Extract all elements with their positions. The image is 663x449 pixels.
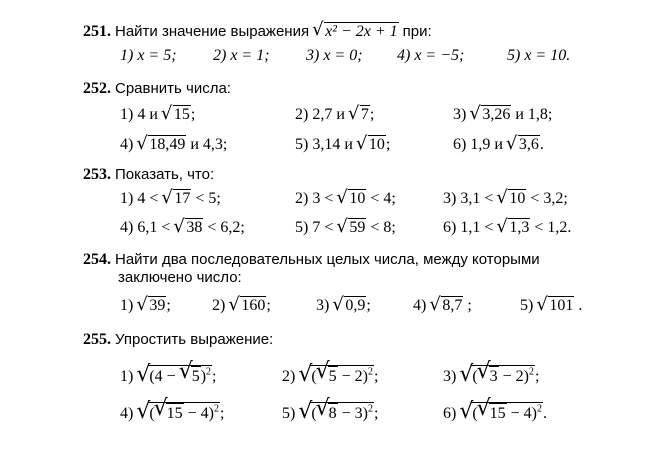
problem-text-end: при: [402,23,432,40]
problem-number: 251. [83,23,111,40]
answer-option: 1) 4 < √ 17 < 5; [120,188,221,210]
answer-option: 5) 3,14 и √ 10; [295,134,390,156]
answer-option: 1) x = 5; [120,47,177,64]
problem-number: 252. [83,80,111,97]
problem-text: Показать, что: [115,166,215,183]
answer-option: 1) 4 и √ 15; [120,104,195,126]
problem-254-continuation: заключено число: [118,269,242,286]
answer-option: 1) √ (4 − √ 5)$^2$; [120,365,216,388]
answer-option: 4) 6,1 < √ 38 < 6,2; [120,217,245,239]
answer-option: 4) √ (√ 15 − 4)$^2$; [120,402,224,425]
answer-option: 2) 3 < √ 10 < 4; [295,188,396,210]
answer-option: 3) √ (√ 3 − 2)$^2$; [443,365,539,388]
radicand: x² − 2x + 1 [325,23,398,40]
answer-option: 5) √ 101 . [520,295,582,317]
answer-option: 4) √ 8,7 ; [413,295,472,317]
answer-option: 3) x = 0; [306,47,363,64]
problem-251-heading [83,22,432,42]
answer-option: 3) √ 0,9; [316,295,371,317]
answer-option: 3) 3,1 < √ 10 < 3,2; [443,188,568,210]
answer-option: 6) 1,9 и √ 3,6. [453,134,544,156]
problem-text: Найти два последовательных целых числа, между которыми [115,251,540,268]
answer-option: 4) x = −5; [397,47,465,64]
answer-option: 5) √ (√ 8 − 3)$^2$; [282,402,378,425]
answer-option: 2) 2,7 и √ 7; [295,104,374,126]
sqrt-expression [314,23,399,40]
answer-option: 1) √ 39; [120,295,171,317]
answer-option: 6) √ (√ 15 − 4)$^2$. [443,402,547,425]
problem-text: Сравнить числа: [115,80,231,97]
answer-option: 5) 7 < √ 59 < 8; [295,217,396,239]
answer-option: 3) √ 3,26 и 1,8; [453,104,552,126]
problem-number: 255. [83,331,111,348]
problem-253-heading [83,165,214,185]
problem-254-heading [83,250,540,270]
problem-252-heading [83,79,231,99]
problem-number: 254. [83,251,111,268]
answer-option: 2) x = 1; [213,47,270,64]
problem-text: Найти значение выражения [115,23,310,40]
answer-option: 2) √ 160; [212,295,271,317]
problem-255-heading [83,330,273,350]
answer-option: 6) 1,1 < √ 1,3 < 1,2. [443,217,571,239]
answer-option: 5) x = 10. [507,47,571,64]
answer-option: 2) √ (√ 5 − 2)$^2$; [282,365,378,388]
answer-option: 4) √ 18,49 и 4,3; [120,134,227,156]
problem-text: Упростить выражение: [115,331,274,348]
problem-number: 253. [83,166,111,183]
